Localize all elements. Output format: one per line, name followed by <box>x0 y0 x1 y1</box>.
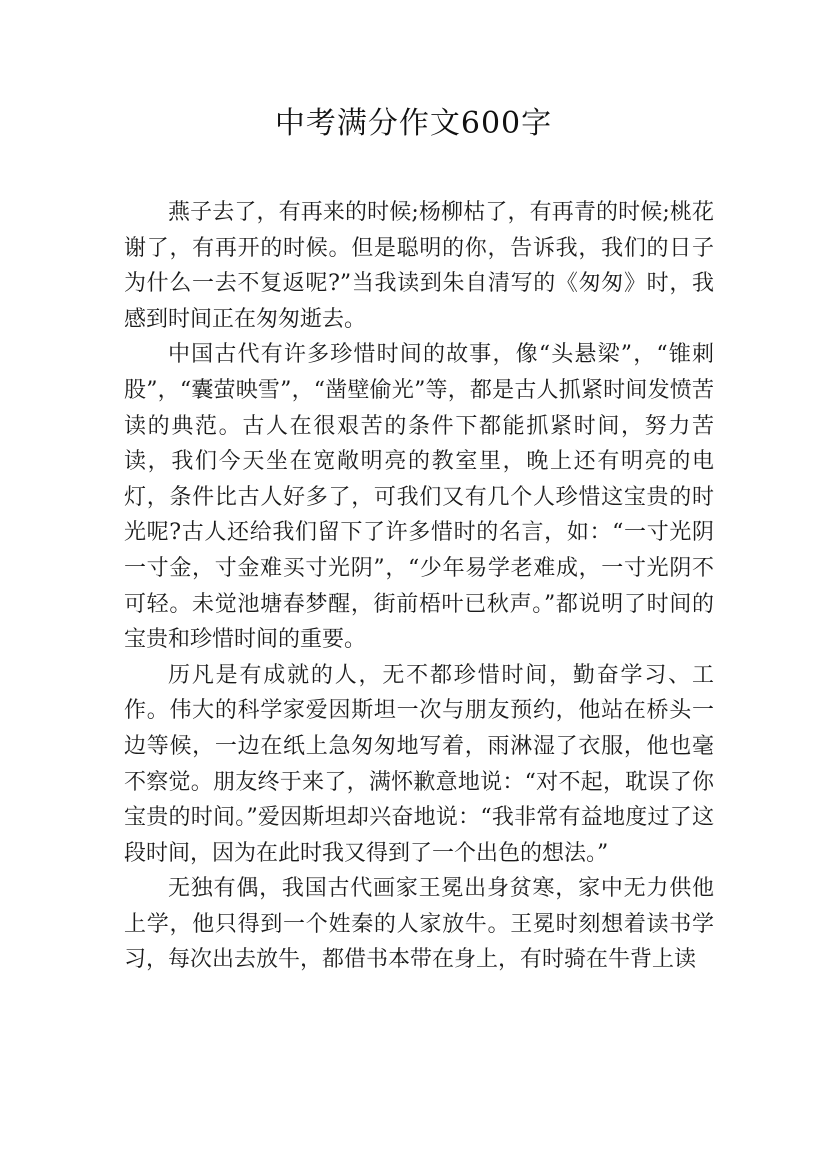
paragraph: 历凡是有成就的人，无不都珍惜时间，勤奋学习、工作。伟大的科学家爱因斯坦一次与朋友预约，他站在桥头一边等候，一边在纸上急匆匆地写着，雨淋湿了衣服，他也毫不察觉。朋友终于来了，满怀歉意地说：“对不起，耽误了你宝贵的时间。”爱因斯坦却兴奋地说：“我非常有益地度过了这段时间，因为在此时我又得到了一个出色的想法。” <box>124 662 714 866</box>
paragraph: 中国古代有许多珍惜时间的故事，像“头悬梁”，“锥刺股”，“囊萤映雪”，“凿壁偷光”等，都是古人抓紧时间发愤苦读的典范。古人在很艰苦的条件下都能抓紧时间，努力苦读，我们今天坐在宽敞明亮的教室里，晚上还有明亮的电灯，条件比古人好多了，可我们又有几个人珍惜这宝贵的时光呢?古人还给我们留下了许多惜时的名言，如：“一寸光阴一寸金，寸金难买寸光阴”，“少年易学老难成，一寸光阴不可轻。未觉池塘春梦醒，街前梧叶已秋声。”都说明了时间的宝贵和珍惜时间的重要。 <box>124 342 714 653</box>
paragraph: 燕子去了，有再来的时候;杨柳枯了，有再青的时候;桃花谢了，有再开的时候。但是聪明的你，告诉我，我们的日子为什么一去不复返呢?”当我读到朱自清写的《匆匆》时，我感到时间正在匆匆逝去。 <box>124 200 714 332</box>
document-title: 中考满分作文600字 <box>274 106 553 141</box>
document-body <box>124 195 714 978</box>
paragraph: 无独有偶，我国古代画家王冕出身贫寒，家中无力供他上学，他只得到一个姓秦的人家放牛。王冕时刻想着读书学习，每次出去放牛，都借书本带在身上，有时骑在牛背上读 <box>124 876 714 973</box>
